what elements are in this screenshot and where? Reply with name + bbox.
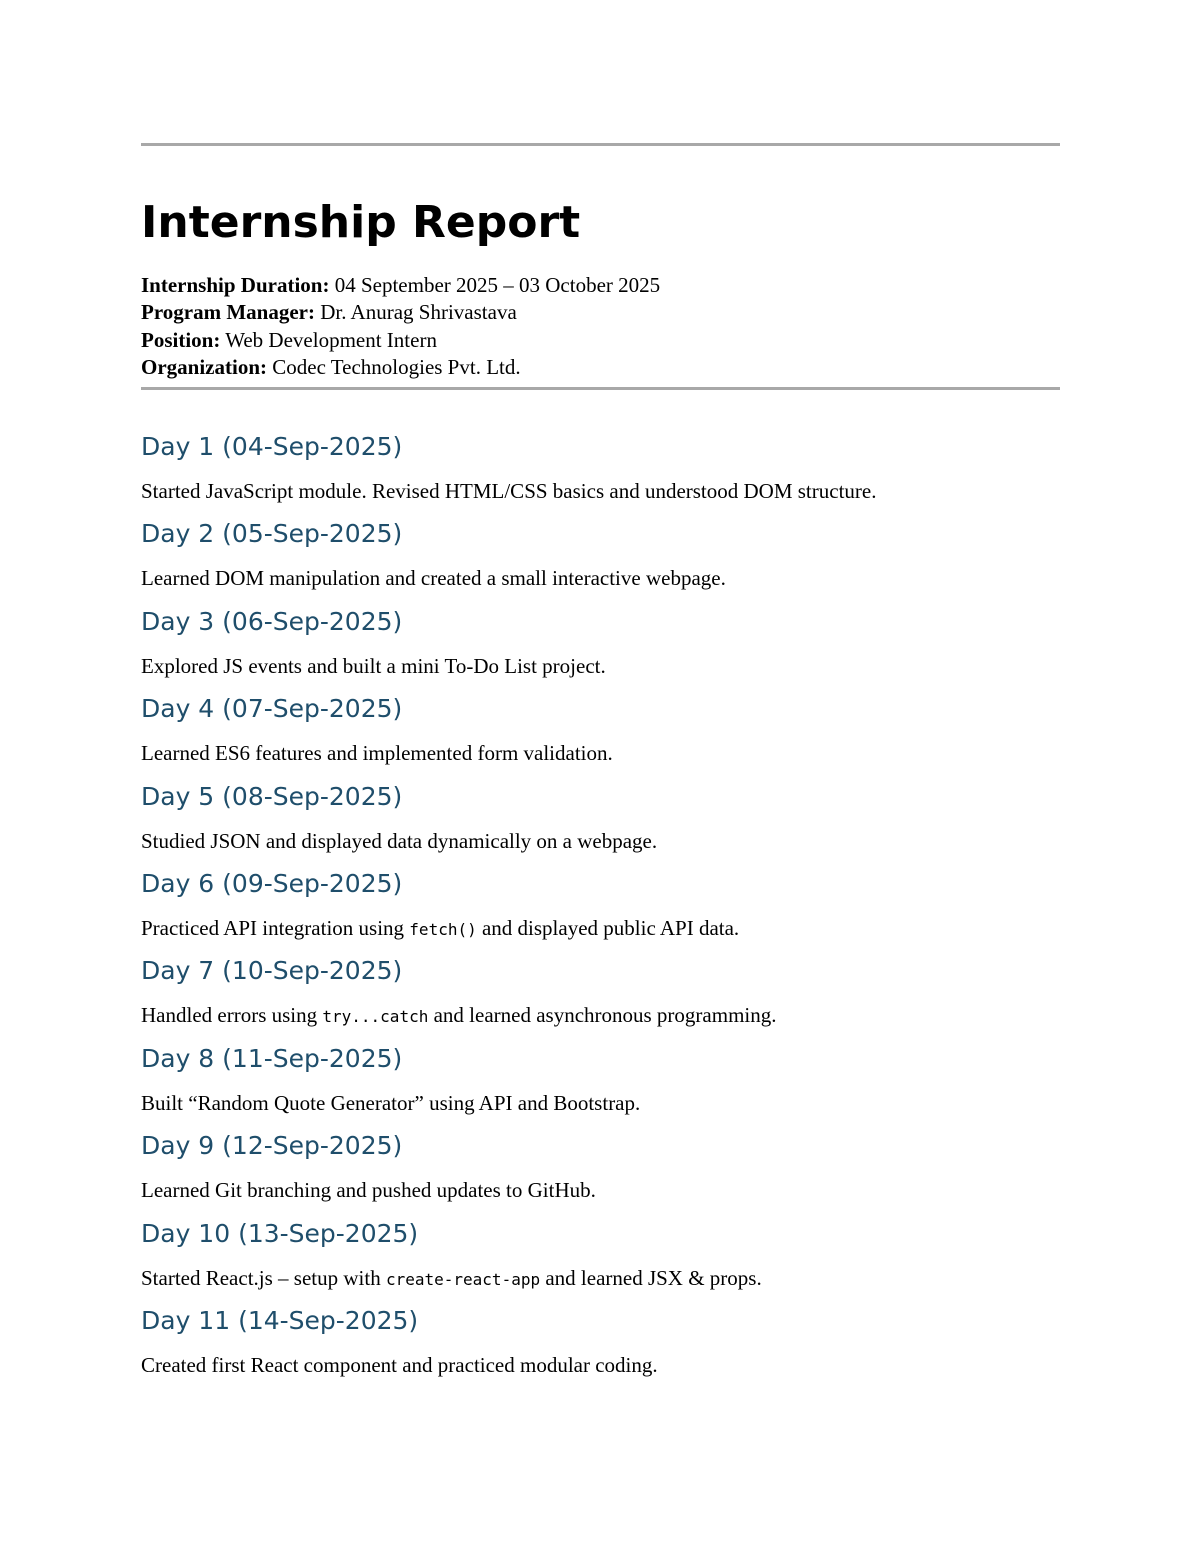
day-entry [141, 430, 1060, 517]
meta-duration [141, 272, 660, 299]
day-heading: Day 6 (09-Sep-2025) [141, 868, 403, 898]
day-description: Built “Random Quote Generator” using API and Bootstrap. [141, 1090, 641, 1115]
meta-value: Codec Technologies Pvt. Ltd. [267, 354, 521, 379]
day-description: Created first React component and practiced modular coding. [141, 1352, 658, 1377]
meta-value: Web Development Intern [220, 327, 437, 352]
day-entry [141, 1217, 1060, 1304]
day-description: Handled errors using try...catch and learned asynchronous programming. [141, 1003, 777, 1028]
day-description: Learned DOM manipulation and created a small interactive webpage. [141, 566, 726, 591]
inline-code: create-react-app [385, 1269, 541, 1289]
day-heading: Day 4 (07-Sep-2025) [141, 694, 403, 724]
day-description: Practiced API integration using fetch() and displayed public API data. [141, 915, 740, 940]
day-description: Learned Git branching and pushed updates to GitHub. [141, 1178, 596, 1203]
meta-label: Position: [141, 327, 221, 352]
day-description: Started JavaScript module. Revised HTML/CSS basics and understood DOM structure. [141, 479, 877, 503]
day-description: Learned ES6 features and implemented form validation. [141, 741, 613, 766]
day-description: Explored JS events and built a mini To-Do List project. [141, 653, 606, 678]
day-entry [141, 1042, 1060, 1129]
meta-value: 04 September 2025 – 03 October 2025 [329, 273, 661, 297]
section-divider [141, 387, 1060, 390]
day-heading: Day 10 (13-Sep-2025) [141, 1218, 419, 1248]
day-heading: Day 11 (14-Sep-2025) [141, 1305, 419, 1335]
report-meta [141, 272, 660, 381]
day-entry [141, 1129, 1060, 1216]
day-heading: Day 5 (08-Sep-2025) [141, 781, 403, 811]
day-entry [141, 867, 1060, 954]
day-heading: Day 7 (10-Sep-2025) [141, 956, 403, 986]
day-heading: Day 8 (11-Sep-2025) [141, 1043, 403, 1073]
day-entry [141, 780, 1060, 867]
day-entry [141, 692, 1060, 779]
day-description: Started React.js – setup with create-react-app and learned JSX & props. [141, 1265, 762, 1290]
meta-label: Organization: [141, 354, 267, 379]
day-entry [141, 954, 1060, 1041]
meta-label: Program Manager: [141, 300, 315, 325]
top-divider [141, 143, 1060, 146]
day-heading: Day 2 (05-Sep-2025) [141, 519, 403, 549]
day-heading: Day 9 (12-Sep-2025) [141, 1131, 403, 1161]
day-heading: Day 3 (06-Sep-2025) [141, 606, 403, 636]
day-entry [141, 605, 1060, 692]
daily-log [141, 430, 1060, 1391]
meta-label: Internship Duration: [141, 273, 330, 297]
day-heading: Day 1 (04-Sep-2025) [141, 432, 403, 461]
day-description: Studied JSON and displayed data dynamically on a webpage. [141, 828, 658, 853]
meta-value: Dr. Anurag Shrivastava [314, 300, 517, 325]
page-title: Internship Report [141, 197, 581, 248]
meta-program-manager [141, 299, 660, 326]
meta-organization [141, 354, 660, 381]
day-entry [141, 517, 1060, 604]
inline-code: try...catch [322, 1007, 429, 1027]
day-entry [141, 1304, 1060, 1391]
meta-position [141, 327, 660, 354]
inline-code: fetch() [409, 919, 477, 939]
